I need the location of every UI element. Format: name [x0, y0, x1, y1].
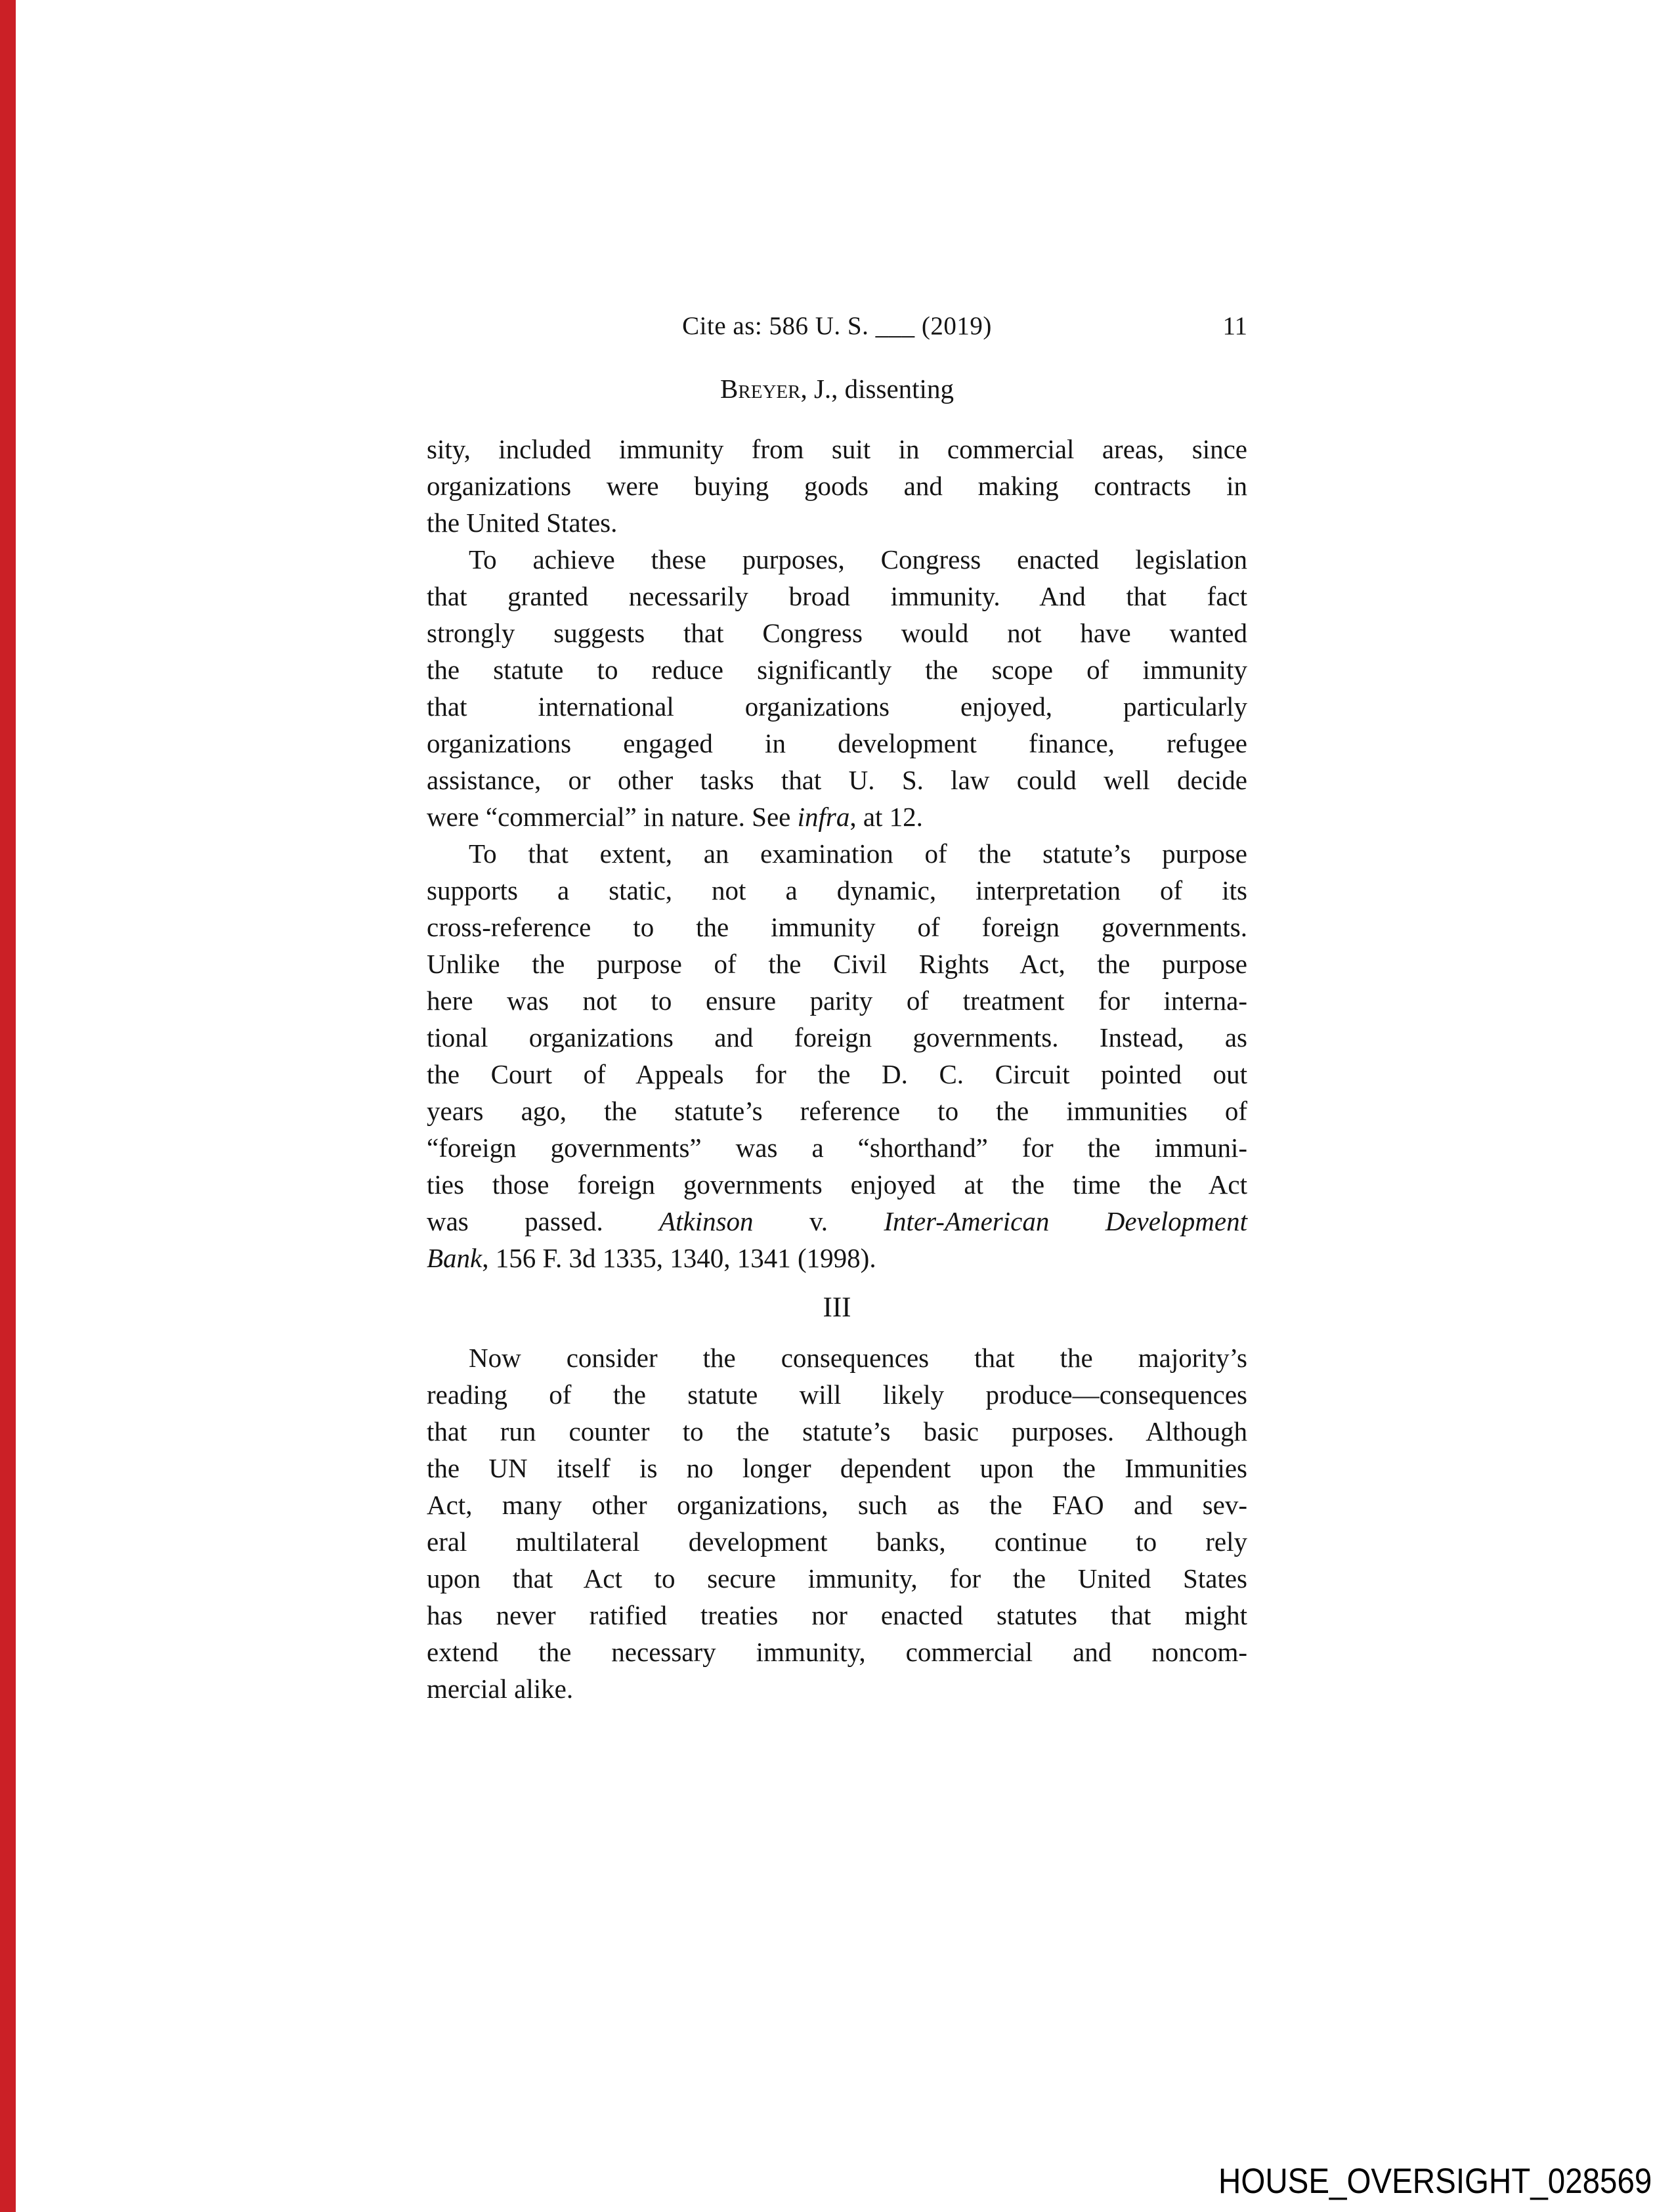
body-line: that international organizations enjoyed, particularly — [427, 691, 1247, 722]
body-line: To that extent, an examination of the statute’s purpose — [469, 838, 1247, 869]
citation-line: Cite as: 586 U. S. ___ (2019) — [682, 312, 992, 340]
body-line: tional organizations and foreign governments. Instead, as — [427, 1022, 1247, 1052]
body-line: upon that Act to secure immunity, for the United States — [427, 1563, 1247, 1594]
body-line: the United States. — [427, 508, 618, 538]
byline-suffix: , J., dissenting — [800, 374, 954, 404]
body-line: the Court of Appeals for the D. C. Circuit pointed out — [427, 1059, 1247, 1089]
body-line: were “commercial” in nature. See infra, at 12. — [427, 802, 923, 832]
body-line: has never ratified treaties nor enacted statutes that might — [427, 1600, 1247, 1630]
justice-name: Breyer — [720, 374, 801, 404]
body-line: years ago, the statute’s reference to the immunities of — [427, 1096, 1247, 1126]
bates-stamp: HOUSE_OVERSIGHT_028569 — [1218, 2161, 1652, 2201]
body-line: Act, many other organizations, such as the FAO and sev- — [427, 1490, 1247, 1520]
body-line: here was not to ensure parity of treatment for interna- — [427, 986, 1247, 1016]
body-line: that run counter to the statute’s basic purposes. Although — [427, 1416, 1247, 1446]
body-line: cross-reference to the immunity of foreign governments. — [427, 912, 1247, 942]
body-line: extend the necessary immunity, commercial and noncom- — [427, 1637, 1247, 1667]
body-line: organizations were buying goods and making contracts in — [427, 471, 1247, 501]
body-line: reading of the statute will likely produce—consequences — [427, 1379, 1247, 1410]
opinion-body — [427, 431, 1247, 1707]
body-line: that granted necessarily broad immunity. And that fact — [427, 581, 1247, 611]
body-line: organizations engaged in development finance, refugee — [427, 728, 1247, 758]
section-heading: III — [823, 1292, 851, 1323]
running-head — [427, 311, 1247, 341]
body-line: “foreign governments” was a “shorthand” for the immuni- — [427, 1133, 1247, 1163]
body-line: the statute to reduce significantly the scope of immunity — [427, 655, 1247, 685]
left-edge-red-bar — [0, 0, 16, 2212]
body-line: Now consider the consequences that the majority’s — [469, 1343, 1247, 1373]
body-line: Bank, 156 F. 3d 1335, 1340, 1341 (1998). — [427, 1243, 876, 1273]
body-line: mercial alike. — [427, 1674, 574, 1704]
body-line: eral multilateral development banks, continue to rely — [427, 1527, 1247, 1557]
body-line: was passed. Atkinson v. Inter-American Development — [427, 1206, 1247, 1236]
body-line: ties those foreign governments enjoyed at the time the Act — [427, 1169, 1247, 1200]
body-line: To achieve these purposes, Congress enacted legislation — [469, 544, 1247, 575]
body-line: the UN itself is no longer dependent upon the Immunities — [427, 1453, 1247, 1483]
opinion-byline — [427, 373, 1247, 404]
body-line: Unlike the purpose of the Civil Rights Act, the purpose — [427, 949, 1247, 979]
body-line: strongly suggests that Congress would not have wanted — [427, 618, 1247, 648]
body-line: assistance, or other tasks that U. S. law could well decide — [427, 765, 1247, 795]
body-line: supports a static, not a dynamic, interpretation of its — [427, 875, 1247, 905]
body-line: sity, included immunity from suit in commercial areas, since — [427, 434, 1247, 464]
page-number: 11 — [1222, 312, 1247, 340]
